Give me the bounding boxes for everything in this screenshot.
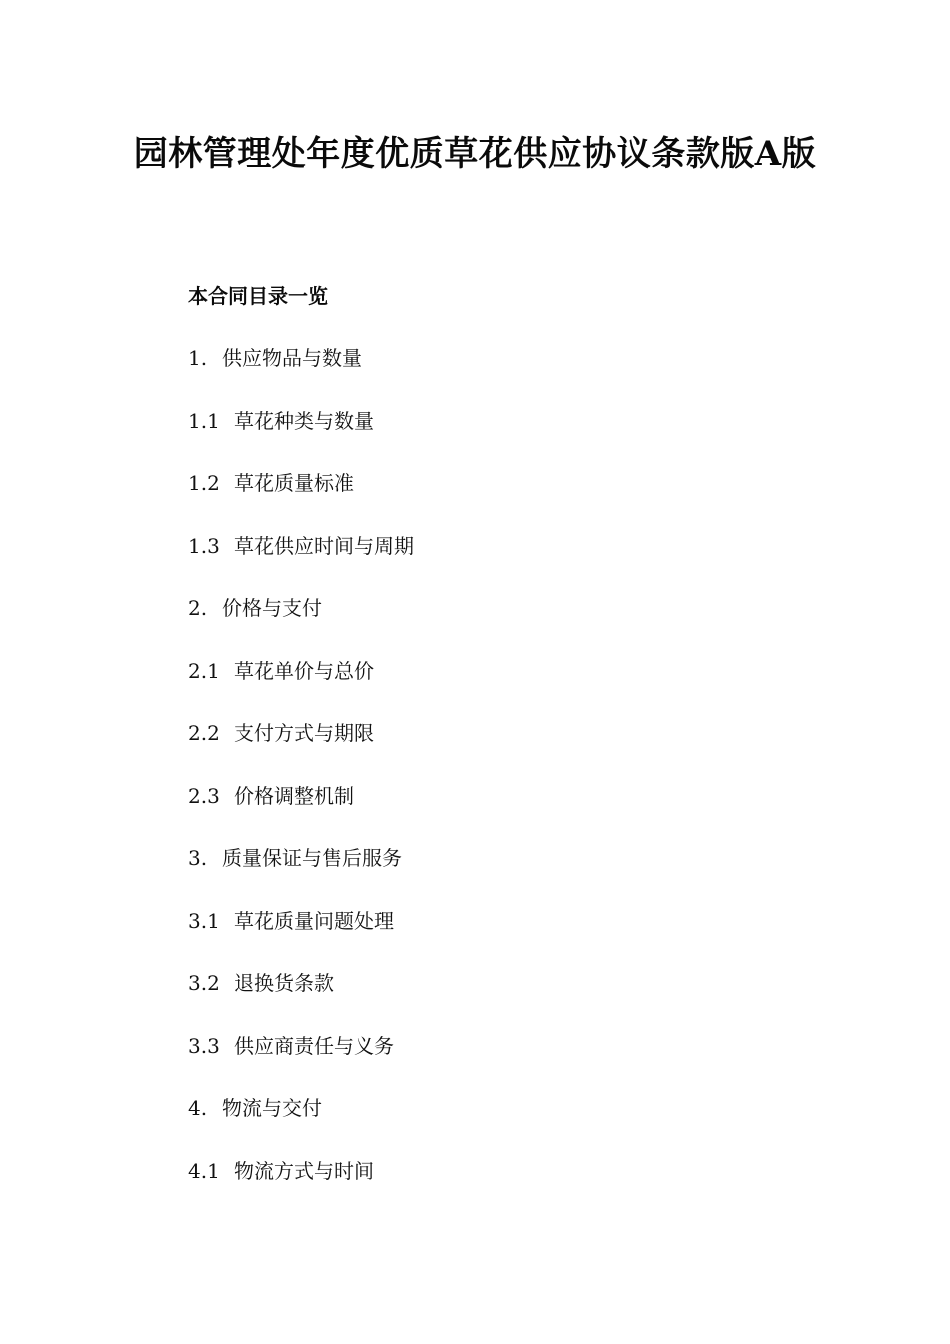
toc-item-text: 草花种类与数量: [234, 408, 374, 433]
toc-item-text: 草花供应时间与周期: [234, 533, 414, 558]
document-title: 园林管理处年度优质草花供应协议条款版A版: [133, 134, 817, 174]
toc-item-text: 草花单价与总价: [234, 658, 374, 683]
toc-item-text: 价格与支付: [222, 596, 322, 620]
toc-item-number: 3.2: [188, 971, 220, 995]
toc-item: [188, 969, 414, 1032]
toc-item: [188, 907, 414, 970]
toc-item-number: 4.: [188, 1096, 208, 1120]
table-of-contents: [188, 344, 414, 1219]
toc-item-text: 草花质量标准: [234, 471, 354, 495]
toc-item: [188, 1094, 414, 1157]
toc-item-number: 1.1: [188, 408, 220, 433]
toc-item-text: 物流与交付: [222, 1096, 322, 1120]
toc-item-number: 2.1: [188, 658, 220, 683]
toc-item-number: 4.1: [188, 1158, 220, 1183]
toc-heading: 本合同目录一览: [188, 284, 328, 308]
toc-item: [188, 532, 414, 595]
toc-item-text: 价格调整机制: [234, 783, 354, 808]
toc-item: [188, 344, 414, 407]
toc-item-number: 1.: [188, 346, 208, 370]
toc-item-text: 供应物品与数量: [222, 346, 362, 370]
toc-item-number: 2.3: [188, 783, 220, 808]
toc-item-text: 退换货条款: [234, 971, 334, 995]
toc-item-number: 1.3: [188, 533, 220, 558]
toc-item-number: 2.2: [188, 721, 220, 745]
toc-item: [188, 407, 414, 470]
toc-item-number: 3.1: [188, 908, 220, 933]
toc-item: [188, 469, 414, 532]
toc-item: [188, 1032, 414, 1095]
toc-item-text: 供应商责任与义务: [234, 1033, 394, 1058]
toc-item: [188, 594, 414, 657]
toc-item-text: 物流方式与时间: [234, 1158, 374, 1183]
toc-item-number: 2.: [188, 596, 208, 620]
toc-item: [188, 1157, 414, 1220]
toc-item: [188, 782, 414, 845]
toc-item-number: 3.: [188, 846, 208, 870]
toc-item-text: 草花质量问题处理: [234, 908, 394, 933]
toc-item-number: 1.2: [188, 471, 220, 495]
toc-item: [188, 719, 414, 782]
toc-item: [188, 844, 414, 907]
toc-item: [188, 657, 414, 720]
toc-item-text: 支付方式与期限: [234, 721, 374, 745]
toc-item-number: 3.3: [188, 1033, 220, 1058]
toc-item-text: 质量保证与售后服务: [222, 846, 402, 870]
